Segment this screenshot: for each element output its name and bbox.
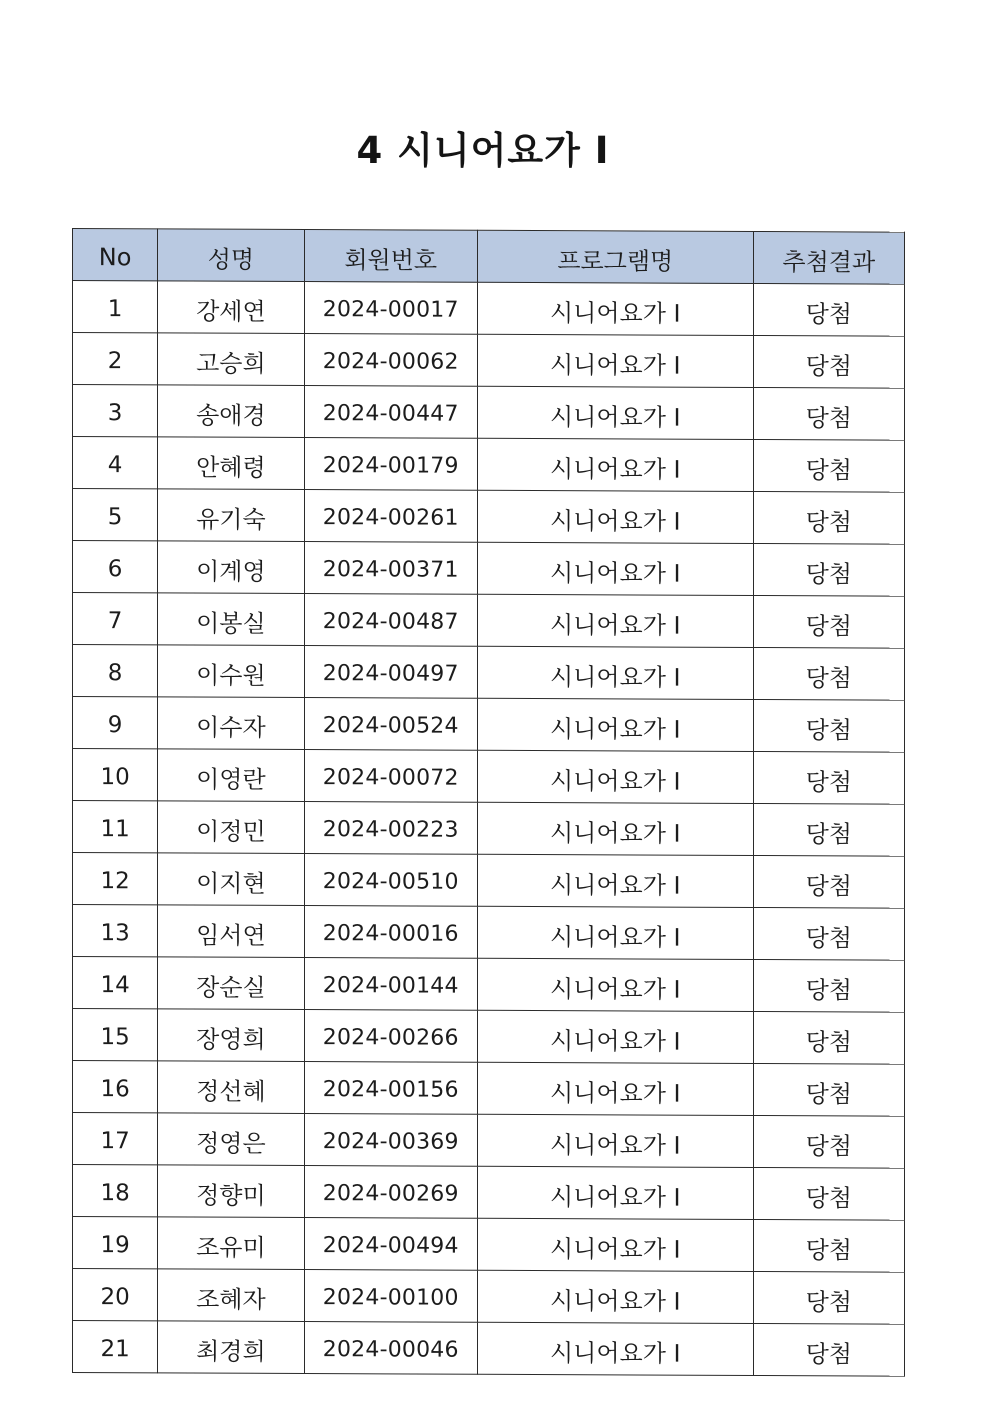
cell-no: 1 (73, 281, 158, 333)
cell-member-id: 2024-00497 (304, 646, 477, 699)
table-row (73, 281, 905, 337)
cell-member-id: 2024-00261 (304, 490, 477, 543)
cell-result: 당첨 (753, 907, 904, 960)
cell-name: 장순실 (158, 957, 304, 1010)
cell-no: 13 (73, 905, 158, 957)
cell-name: 정향미 (158, 1165, 304, 1218)
cell-program: 시니어요가 I (477, 906, 753, 959)
cell-program: 시니어요가 I (477, 438, 753, 491)
table-row (73, 1217, 905, 1273)
cell-no: 14 (73, 957, 158, 1009)
lottery-result-table (72, 228, 905, 1377)
cell-member-id: 2024-00447 (304, 386, 477, 439)
cell-member-id: 2024-00223 (304, 802, 477, 855)
table-row (73, 1009, 905, 1065)
column-header-program: 프로그램명 (477, 230, 753, 283)
cell-no: 4 (73, 437, 158, 489)
cell-program: 시니어요가 I (477, 1062, 753, 1115)
cell-no: 19 (73, 1217, 158, 1269)
cell-result: 당첨 (753, 699, 904, 752)
column-header-member-id: 회원번호 (304, 230, 477, 283)
table-row (73, 333, 905, 389)
table-row (73, 385, 905, 441)
cell-name: 정영은 (158, 1113, 304, 1166)
table-row (73, 801, 905, 857)
cell-name: 정선혜 (158, 1061, 304, 1114)
column-header-no: No (73, 229, 158, 281)
cell-name: 최경희 (158, 1321, 304, 1374)
cell-member-id: 2024-00046 (304, 1322, 477, 1375)
cell-member-id: 2024-00062 (304, 334, 477, 387)
cell-program: 시니어요가 I (477, 698, 753, 751)
cell-result: 당첨 (753, 439, 904, 492)
page-title: 4 시니어요가 I (356, 129, 610, 172)
table-header (73, 229, 905, 285)
cell-no: 6 (73, 541, 158, 593)
cell-no: 3 (73, 385, 158, 437)
cell-program: 시니어요가 I (477, 282, 753, 335)
column-header-result: 추첨결과 (753, 231, 904, 284)
cell-result: 당첨 (753, 387, 904, 440)
cell-no: 18 (73, 1165, 158, 1217)
cell-no: 17 (73, 1113, 158, 1165)
table-row (73, 697, 905, 753)
cell-program: 시니어요가 I (477, 750, 753, 803)
cell-name: 조유미 (158, 1217, 304, 1270)
cell-member-id: 2024-00016 (304, 906, 477, 959)
table-row (73, 1061, 905, 1117)
cell-program: 시니어요가 I (477, 958, 753, 1011)
cell-member-id: 2024-00510 (304, 854, 477, 907)
cell-no: 15 (73, 1009, 158, 1061)
table-row (73, 957, 905, 1013)
cell-result: 당첨 (753, 1271, 904, 1324)
cell-program: 시니어요가 I (477, 802, 753, 855)
cell-result: 당첨 (753, 543, 904, 596)
cell-program: 시니어요가 I (477, 1114, 753, 1167)
table-row (73, 749, 905, 805)
cell-program: 시니어요가 I (477, 334, 753, 387)
table-row (73, 593, 905, 649)
cell-program: 시니어요가 I (477, 854, 753, 907)
cell-name: 강세연 (158, 281, 304, 334)
cell-name: 이영란 (158, 749, 304, 802)
column-header-name: 성명 (158, 229, 304, 282)
cell-result: 당첨 (753, 1167, 904, 1220)
cell-name: 이수원 (158, 645, 304, 698)
cell-result: 당첨 (753, 283, 904, 336)
cell-result: 당첨 (753, 595, 904, 648)
table-header-row (73, 229, 905, 285)
cell-result: 당첨 (753, 335, 904, 388)
cell-member-id: 2024-00179 (304, 438, 477, 491)
cell-name: 이계영 (158, 541, 304, 594)
cell-no: 2 (73, 333, 158, 385)
cell-member-id: 2024-00524 (304, 698, 477, 751)
table-row (73, 489, 905, 545)
cell-no: 5 (73, 489, 158, 541)
cell-member-id: 2024-00266 (304, 1010, 477, 1063)
cell-result: 당첨 (753, 1011, 904, 1064)
cell-result: 당첨 (753, 1323, 904, 1376)
cell-no: 10 (73, 749, 158, 801)
cell-program: 시니어요가 I (477, 646, 753, 699)
cell-member-id: 2024-00487 (304, 594, 477, 647)
cell-name: 이수자 (158, 697, 304, 750)
table-row (73, 437, 905, 493)
cell-program: 시니어요가 I (477, 542, 753, 595)
table-row (73, 1269, 905, 1325)
cell-no: 9 (73, 697, 158, 749)
cell-no: 20 (73, 1269, 158, 1321)
cell-member-id: 2024-00371 (304, 542, 477, 595)
cell-name: 고승희 (158, 333, 304, 386)
cell-member-id: 2024-00269 (304, 1166, 477, 1219)
cell-program: 시니어요가 I (477, 594, 753, 647)
table-row (73, 853, 905, 909)
table-row (73, 1321, 905, 1377)
cell-result: 당첨 (753, 751, 904, 804)
cell-no: 8 (73, 645, 158, 697)
cell-name: 이정민 (158, 801, 304, 854)
cell-member-id: 2024-00017 (304, 282, 477, 335)
cell-name: 이봉실 (158, 593, 304, 646)
cell-member-id: 2024-00144 (304, 958, 477, 1011)
table-row (73, 1113, 905, 1169)
table-body (73, 281, 905, 1377)
cell-no: 16 (73, 1061, 158, 1113)
cell-no: 11 (73, 801, 158, 853)
cell-member-id: 2024-00156 (304, 1062, 477, 1115)
cell-result: 당첨 (753, 1219, 904, 1272)
cell-program: 시니어요가 I (477, 490, 753, 543)
cell-program: 시니어요가 I (477, 386, 753, 439)
cell-name: 송애경 (158, 385, 304, 438)
cell-name: 안혜령 (158, 437, 304, 490)
cell-member-id: 2024-00369 (304, 1114, 477, 1167)
cell-name: 장영희 (158, 1009, 304, 1062)
cell-member-id: 2024-00494 (304, 1218, 477, 1271)
cell-program: 시니어요가 I (477, 1270, 753, 1323)
table-row (73, 645, 905, 701)
cell-program: 시니어요가 I (477, 1010, 753, 1063)
cell-no: 7 (73, 593, 158, 645)
cell-name: 유기숙 (158, 489, 304, 542)
cell-program: 시니어요가 I (477, 1322, 753, 1375)
lottery-result-table-container (72, 228, 905, 1377)
cell-no: 21 (73, 1321, 158, 1373)
cell-result: 당첨 (753, 959, 904, 1012)
cell-result: 당첨 (753, 803, 904, 856)
cell-member-id: 2024-00100 (304, 1270, 477, 1323)
cell-program: 시니어요가 I (477, 1166, 753, 1219)
table-row (73, 541, 905, 597)
cell-member-id: 2024-00072 (304, 750, 477, 803)
table-row (73, 1165, 905, 1221)
table-row (73, 905, 905, 961)
cell-name: 조혜자 (158, 1269, 304, 1322)
cell-name: 이지현 (158, 853, 304, 906)
cell-result: 당첨 (753, 855, 904, 908)
cell-result: 당첨 (753, 647, 904, 700)
cell-result: 당첨 (753, 1115, 904, 1168)
cell-program: 시니어요가 I (477, 1218, 753, 1271)
cell-no: 12 (73, 853, 158, 905)
cell-result: 당첨 (753, 491, 904, 544)
cell-name: 임서연 (158, 905, 304, 958)
cell-result: 당첨 (753, 1063, 904, 1116)
